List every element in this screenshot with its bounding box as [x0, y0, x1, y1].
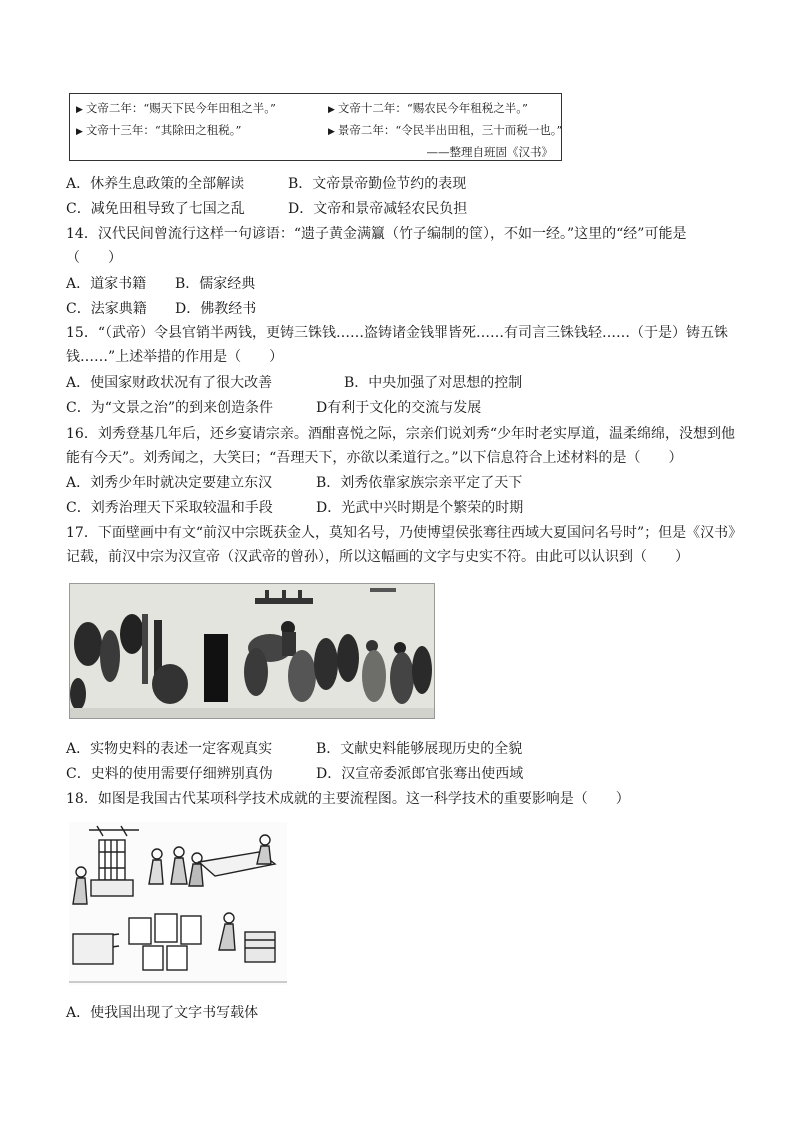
triangle-bullet-icon: ▶ [76, 105, 83, 115]
q14-option-a: A．道家书籍 [66, 276, 147, 292]
source-item: ▶ 文帝二年：“赐天下民今年田租之半。” [76, 101, 276, 115]
q15-option-b: B．中央加强了对思想的控制 [344, 375, 523, 391]
soaking-vat [89, 826, 139, 896]
source-item: ▶ 文帝十二年：“赐农民今年租税之半。” [328, 101, 528, 115]
q16-stem: 16．刘秀登基几年后，还乡宴请宗亲。酒酣喜悦之际，宗亲们说刘秀“少年时老实厚道，温柔绵绵，没想到他 [66, 426, 735, 442]
mural-image [69, 583, 435, 719]
q15-option-c: C．为“文景之治”的到来创造条件 [66, 400, 274, 416]
triangle-bullet-icon: ▶ [328, 127, 335, 137]
q14-stem: 14．汉代民间曾流行这样一句谚语：“遗子黄金满籯（竹子编制的筐），不如一经。”这里的“经”可能是 [66, 226, 687, 242]
q13-option-a: A．休养生息政策的全部解读 [66, 176, 245, 192]
q15-option-a: A．使国家财政状况有了很大改善 [66, 375, 273, 391]
inscription-tablet [204, 634, 228, 702]
q17-option-b: B．文献史料能够展现历史的全貌 [316, 741, 523, 757]
source-item: ▶ 文帝十三年：“其除田之租税。” [76, 123, 242, 137]
drying-sheets [73, 914, 201, 970]
source-credit: ——整理自班固《汉书》 [426, 145, 553, 159]
pressing-worker [219, 913, 275, 962]
q18-option-a: A．使我国出现了文字书写载体 [66, 1005, 259, 1021]
q15-stem: 15．“（武帝）令县官销半两钱，更铸三铢钱……盗铸诸金钱罪皆死……有司言三铢钱轻……（于是）铸五铢 [66, 325, 728, 341]
q18-stem: 18．如图是我国古代某项科学技术成就的主要流程图。这一科学技术的重要影响是（ ） [66, 791, 630, 807]
q16-option-c: C．刘秀治理天下采取较温和手段 [66, 500, 273, 516]
pulp-trough [189, 835, 275, 886]
triangle-bullet-icon: ▶ [328, 105, 335, 115]
source-item: ▶ 景帝二年：“令民半出田租，三十而税一也。” [328, 123, 563, 137]
source-quote-box [69, 93, 562, 161]
q16-option-a: A．刘秀少年时就决定要建立东汉 [66, 475, 273, 491]
q17-stem-continued: 记载，前汉中宗为汉宣帝（汉武帝的曾孙），所以这幅画的文字与史实不符。由此可以认识到（ ） [66, 549, 689, 565]
triangle-bullet-icon: ▶ [76, 127, 83, 137]
q15-option-d: D有利于文化的交流与发展 [316, 400, 482, 416]
q17-stem: 17．下面壁画中有文“前汉中宗既获金人，莫知名号，乃使博望侯张骞往西域大夏国问名号时”；但是《汉书》 [66, 525, 743, 541]
q13-option-d: D．文帝和景帝减轻农民负担 [288, 201, 468, 217]
q16-stem-continued: 能有今天”。刘秀闻之，大笑曰；“吾理天下，亦欲以柔道行之。”以下信息符合上述材料的是（ ） [66, 450, 683, 466]
q16-option-b: B．刘秀依靠家族宗亲平定了天下 [316, 475, 523, 491]
papermaking-illustration [69, 822, 287, 985]
q14-option-b: B．儒家经典 [175, 276, 256, 292]
q14-option-d: D．佛教经书 [175, 301, 257, 317]
q15-stem-continued: 钱……”上述举措的作用是（ ） [66, 349, 284, 365]
mural-illustration [70, 584, 435, 719]
q14-option-c: C．法家典籍 [66, 301, 147, 317]
q14-answer-paren: （ ） [66, 250, 122, 266]
q13-option-b: B．文帝景帝勤俭节约的表现 [288, 176, 467, 192]
q17-option-c: C．史料的使用需要仔细辨别真伪 [66, 766, 273, 782]
q16-option-d: D．光武中兴时期是个繁荣的时期 [316, 500, 524, 516]
q13-option-c: C．减免田租导致了七国之乱 [66, 201, 245, 217]
q17-option-a: A．实物史料的表述一定客观真实 [66, 741, 273, 757]
q17-option-d: D．汉宣帝委派郎官张骞出使西域 [316, 766, 524, 782]
papermaking-process-image [69, 822, 287, 985]
